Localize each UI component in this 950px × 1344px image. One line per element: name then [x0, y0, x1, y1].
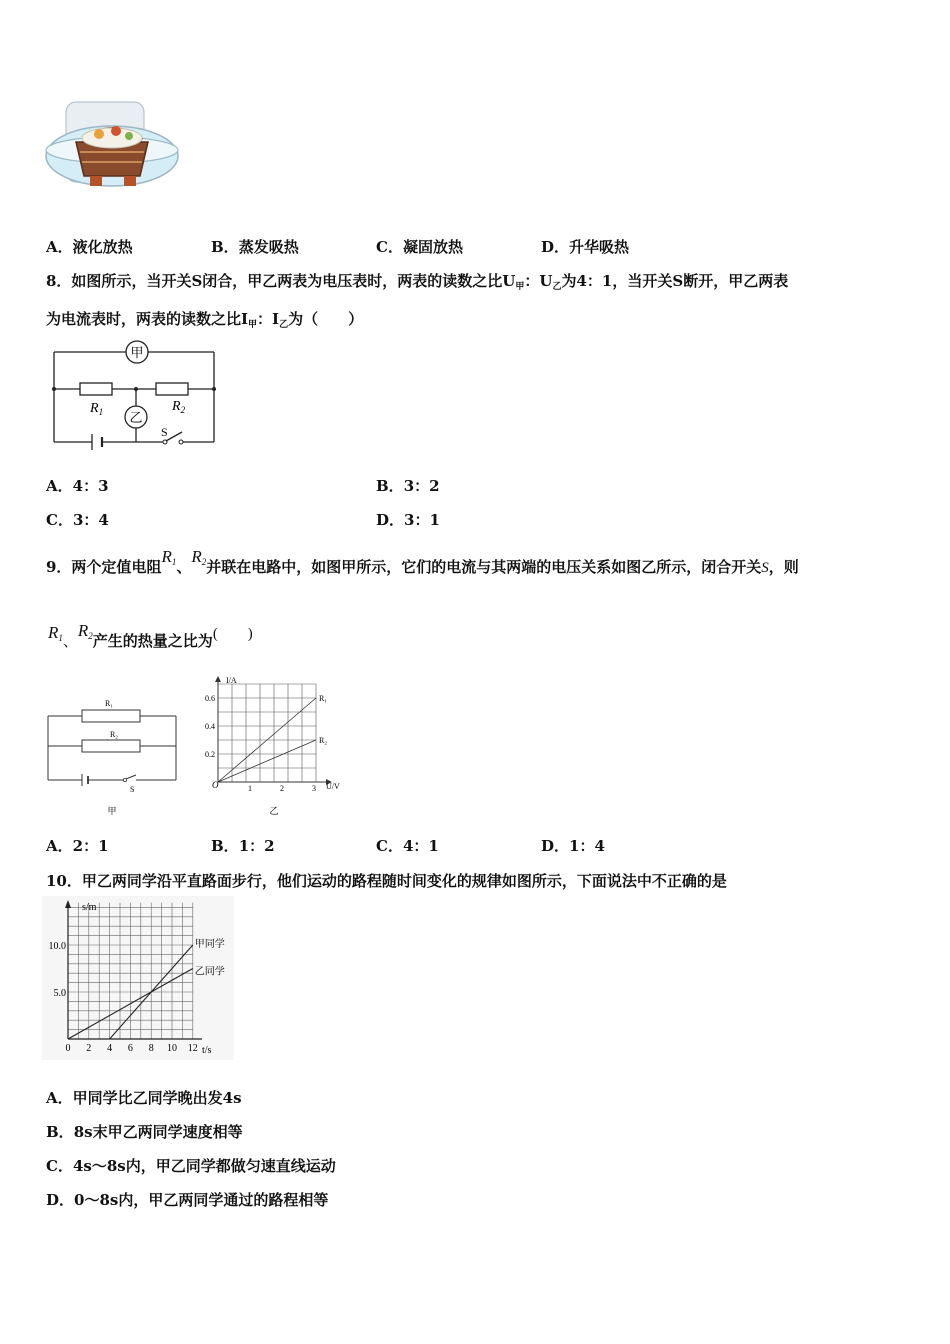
basket-foot-left: [90, 176, 102, 186]
st-series-label-2: 乙同学: [194, 966, 225, 978]
q9-r2: $R_2$: [191, 547, 207, 567]
iu-caption: 乙: [269, 806, 279, 816]
q7-option-a[interactable]: A．液化放热: [46, 238, 133, 256]
iu-chart: [196, 672, 356, 822]
meter-jia-label: 甲: [130, 345, 144, 360]
q9-option-b[interactable]: B．1：2: [211, 837, 275, 855]
q9-option-d[interactable]: D．1：4: [541, 837, 605, 855]
q9-resistor-r1: [82, 710, 140, 722]
iu-origin: O: [212, 780, 219, 790]
resistor-r2: [156, 383, 188, 395]
q9-line2-r2: $R_2$: [77, 621, 93, 641]
q9-resistor-r2: [82, 740, 140, 752]
r2-label: $R_2$: [172, 399, 186, 415]
q7-option-b[interactable]: B．蒸发吸热: [211, 238, 299, 256]
q7-option-c[interactable]: C．凝固放热: [376, 238, 463, 256]
q8-option-d[interactable]: D．3：1: [376, 511, 440, 529]
st-x-label: t/s: [202, 1045, 212, 1056]
st-x-tick: 6: [127, 1043, 133, 1054]
switch-label: S: [161, 425, 168, 439]
q8-stem-line1: 8．如图所示，当开关S闭合，甲乙两表为电压表时，两表的读数之比$U_甲$：$U_乙$为4：1，当开关S断开，甲乙两表: [46, 272, 789, 292]
iu-y-label: I/A: [226, 676, 237, 685]
st-x-tick: 4: [107, 1043, 113, 1054]
iu-x-tick: 1: [248, 784, 252, 793]
q10-option-a[interactable]: A．甲同学比乙同学晚出发4s: [46, 1089, 242, 1107]
iu-x-tick: 3: [312, 784, 316, 793]
st-y-label: s/m: [82, 902, 97, 913]
q10-option-d[interactable]: D．0～8s内，甲乙两同学通过的路程相等: [46, 1191, 329, 1209]
q9-switch: [126, 775, 136, 779]
q10-option-c[interactable]: C．4s～8s内，甲乙同学都做匀速直线运动: [46, 1157, 336, 1175]
iu-series-line-2: [218, 740, 316, 782]
st-x-tick: 0: [65, 1043, 71, 1054]
q9-fig-r2-label: R₂: [109, 730, 119, 739]
q9-parallel-circuit: [44, 690, 184, 820]
st-x-tick: 2: [86, 1043, 92, 1054]
q8-circuit-figure: [44, 340, 224, 458]
st-x-tick: 8: [148, 1043, 154, 1054]
st-series-label-1: 甲同学: [194, 939, 225, 950]
iu-chart-grid: [218, 684, 316, 782]
iu-series-label-2: R₂: [319, 736, 328, 745]
q9-stem-line1: 9．两个定值电阻$R_1$、$R_2$并联在电路中，如图甲所示，它们的电流与其两端的电压关系如图乙所示，闭合开关S，则: [46, 547, 799, 576]
basket-foot-right: [124, 176, 136, 186]
q7-option-d[interactable]: D．升华吸热: [541, 238, 630, 256]
iu-y-tick: 0.4: [205, 722, 215, 731]
q9-r1: $R_1$: [161, 547, 177, 567]
q9-stem-line2: $R_1$、$R_2$产生的热量之比为( ): [48, 621, 253, 650]
q9-fig-caption-jia: 甲: [107, 806, 117, 816]
r1-label: $R_1$: [90, 401, 104, 417]
resistor-r1: [80, 383, 112, 395]
iu-y-tick: 0.6: [205, 694, 215, 703]
st-y-tick: 5.0: [53, 988, 66, 999]
iu-y-tick: 0.2: [205, 750, 215, 759]
basket-in-basin-figure: [44, 98, 184, 203]
q8-stem-line2: 为电流表时，两表的读数之比$I_甲$：$I_乙$为（ ）: [46, 310, 364, 330]
iu-series-label-1: R₁: [319, 694, 328, 703]
q9-option-c[interactable]: C．4：1: [376, 837, 439, 855]
q10-option-b[interactable]: B．8s末甲乙两同学速度相等: [46, 1123, 243, 1141]
iu-x-label: U/V: [326, 782, 340, 791]
q10-stem: 10．甲乙两同学沿平直路面步行，他们运动的路程随时间变化的规律如图所示，下面说法中不正确的是: [46, 872, 727, 890]
st-chart-bg: [42, 896, 234, 1060]
q8-option-a[interactable]: A．4：3: [46, 477, 109, 495]
q9-switch-label: S: [130, 785, 135, 794]
q9-option-a[interactable]: A．2：1: [46, 837, 109, 855]
st-x-tick: 10: [167, 1043, 177, 1054]
st-x-tick: 12: [187, 1043, 198, 1054]
q9-line2-r1: $R_1$: [48, 623, 63, 643]
q8-option-b[interactable]: B．3：2: [376, 477, 440, 495]
iu-y-arrow: [215, 676, 221, 682]
st-chart: [42, 896, 234, 1060]
meter-yi-label: 乙: [129, 410, 143, 425]
q8-option-c[interactable]: C．3：4: [46, 511, 109, 529]
iu-x-tick: 2: [280, 784, 284, 793]
st-y-tick: 10.0: [48, 941, 66, 952]
q9-fig-r1-label: R₁: [104, 699, 114, 708]
switch-s: [166, 432, 182, 441]
